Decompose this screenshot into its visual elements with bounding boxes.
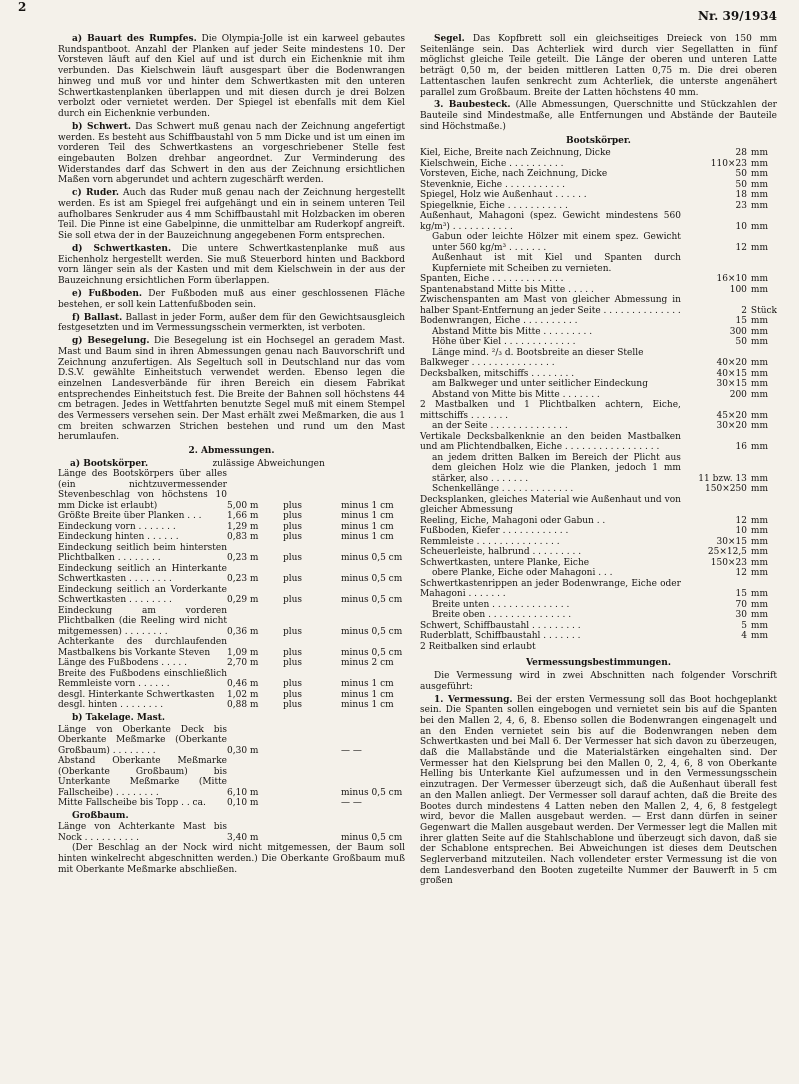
spec-unit: mm (750, 326, 768, 337)
dimension-row (58, 469, 405, 511)
dimension-row (58, 756, 405, 798)
spec-row (420, 400, 777, 421)
spec-row (420, 327, 777, 338)
tolerance-plus: plus (283, 626, 303, 637)
spec-row (420, 285, 777, 296)
tolerance-plus (283, 725, 341, 757)
spec-row (420, 358, 777, 369)
spec-row (420, 453, 777, 485)
dimension-label: Eindeckung seitlich an Hinterkante Schwertkasten . . . . . . . . (58, 563, 227, 585)
dimension-label: desgl. Hinterkante Schwertkasten (58, 689, 215, 700)
spec-unit: mm (750, 337, 768, 348)
spec-unit: mm (750, 190, 768, 201)
spec-unit: mm (750, 221, 768, 232)
dimension-row (58, 690, 405, 701)
spec-unit: mm (750, 358, 768, 369)
bootskoerper-title: Bootskörper. (566, 135, 631, 146)
tolerance-plus: plus (283, 521, 303, 532)
tolerance-minus: minus 2 cm (341, 658, 394, 669)
dimension-value: 0,30 m (227, 745, 259, 756)
spec-unit: mm (750, 158, 768, 169)
tolerance-plus: plus (283, 500, 303, 511)
spec-label: Remmleiste . . . . . . . . . . . . . . . (420, 536, 560, 547)
spec-label: Schenkellänge . . . . . . . . . . . . . (432, 484, 574, 495)
dimension-label: Breite des Fußbodens einschließlich Remmleiste vorn . . . . . . (58, 668, 227, 690)
tolerance-minus: minus 0,5 cm (341, 574, 403, 585)
dimension-row (58, 532, 405, 543)
dimension-value: 0,29 m (227, 595, 259, 606)
dimension-label: Eindeckung hinten . . . . . . (58, 532, 179, 543)
spec-value: 12 (735, 568, 747, 579)
spec-value: 5 (741, 620, 747, 631)
spec-row (420, 558, 777, 569)
spec-row (420, 169, 777, 180)
tolerance-minus: minus 0,5 cm (341, 787, 403, 798)
spec-row (420, 180, 777, 191)
dimension-row (58, 564, 405, 585)
spec-value: 40×15 (716, 368, 747, 379)
spec-row (420, 337, 777, 348)
spec-unit (751, 348, 777, 359)
spec-row (420, 579, 777, 600)
spec-label: Breite unten . . . . . . . . . . . . . . (432, 599, 570, 610)
dimension-label: Eindeckung seitlich an Vorderkante Schwertkasten . . . . . . . . (58, 584, 227, 606)
dimension-row (58, 669, 405, 690)
spec-row (420, 211, 777, 232)
spec-label: Spanten, Eiche . . . . . . . . . . . . . (420, 274, 564, 285)
spec-row (420, 600, 777, 611)
spec-unit (751, 495, 777, 516)
spec-unit: mm (750, 515, 768, 526)
spec-label: Bodenwrangen, Eiche . . . . . . . . . . (420, 316, 578, 327)
spec-unit: Stück (750, 305, 777, 316)
dimension-value: 2,70 m (227, 658, 259, 669)
spec-label: Balkweger . . . . . . . . . . . . . . . (420, 358, 555, 369)
spec-value: 15 (735, 316, 747, 327)
tolerance-plus: plus (283, 700, 303, 711)
dimension-label: Länge des Fußbodens . . . . . (58, 658, 187, 669)
spec-label: Gabun oder leichte Hölzer mit einem spez. Gewicht unter 560 kg/m³ . . . . . . . (432, 232, 681, 253)
spec-value: 70 (735, 599, 747, 610)
spec-row (420, 379, 777, 390)
spec-value: 200 (729, 389, 747, 400)
spec-label: Fußboden, Kiefer . . . . . . . . . . . . (420, 526, 569, 537)
issue-number: Nr. 39/1934 (697, 9, 777, 23)
spec-unit: mm (750, 547, 768, 558)
spec-row (420, 621, 777, 632)
dimension-label: Achterkante des durchlaufenden Mastbalkens bis Vorkante Steven (58, 637, 227, 658)
vermessung-intro: Die Vermessung wird in zwei Abschnitten nach folgender Vorschrift ausgeführt: (420, 670, 777, 692)
dimension-value: 3,40 m (227, 832, 259, 843)
spec-label: 2 Mastbalken und 1 Plichtbalken achtern, Eiche, mittschiffs . . . . . . . (420, 400, 681, 421)
spec-unit: mm (750, 274, 768, 285)
dimension-value: 0,46 m (227, 679, 259, 690)
spec-value: 30 (735, 610, 747, 621)
tolerance-plus: plus (283, 689, 303, 700)
spec-unit: mm (750, 610, 768, 621)
spec-row (420, 421, 777, 432)
spec-label: Höhe über Kiel . . . . . . . . . . . . . (432, 337, 576, 348)
grossbaum-table (58, 822, 405, 843)
spec-label: am Balkweger und unter seitlicher Eindeckung (432, 379, 648, 390)
spec-label: obere Planke, Eiche oder Mahagoni . . . (432, 568, 613, 579)
tolerance-plus: plus (283, 511, 303, 522)
spec-label: an der Seite . . . . . . . . . . . . . . (432, 421, 568, 432)
spec-unit: mm (750, 599, 768, 610)
spec-row (420, 232, 777, 253)
dimension-label: Eindeckung am vorderen Plichtbalken (die Reeling wird nicht mitgemessen) . . . . . . . . (58, 605, 227, 637)
spec-row (420, 316, 777, 327)
dimension-row (58, 637, 405, 658)
dimension-label: Länge von Achterkante Mast bis Nock . . . . . . . . . . (58, 822, 227, 843)
spec-value: 18 (735, 190, 747, 201)
dimension-value: 0,10 m (227, 798, 259, 809)
spec-unit: mm (750, 568, 768, 579)
tolerance-minus: minus 1 cm (341, 700, 394, 711)
tolerance-minus: minus 0,5 cm (341, 595, 403, 606)
vermessung-title: Vermessungsbestimmungen. (526, 658, 671, 669)
section-bauart: a) Bauart des Rumpfes. Die Olympia-Jolle ist ein karweel gebautes Rundspantboot. Anzahl der Planken auf jeder Seite mindestens 10. Der Vorsteven läuft auf den Kiel auf und ist durch ein Eichenknie mit ihm verbunden. Das Kielschwein läuft ausgespart über die Bodenwrangen hinweg und muß vor und hinter dem Schwertkasten mit den unteren Schwertkastenplanken überlappen und mit diesen durch je drei Bolzen verbolzt oder vernietet werden. Der Spiegel ist ebenfalls mit dem Kiel durch ein Eichenknie verbunden. (58, 34, 405, 119)
dimension-row (58, 822, 405, 843)
spec-value: 4 (741, 631, 747, 642)
spec-label: Kielschwein, Eiche . . . . . . . . . . (420, 158, 564, 169)
spec-value: 30×20 (716, 421, 747, 432)
spec-unit: mm (750, 484, 768, 495)
tolerance-minus: minus 0,5 cm (341, 647, 403, 658)
dimension-value: 0,83 m (227, 532, 259, 543)
spec-unit: mm (750, 179, 768, 190)
spec-value: 2 (741, 305, 747, 316)
spec-row (420, 432, 777, 453)
spec-value: 50 (735, 169, 747, 180)
spec-value: 30×15 (716, 536, 747, 547)
spec-value: 15 (735, 589, 747, 600)
spec-unit (751, 253, 777, 274)
section-vermessung-1: 1. Vermessung. Bei der ersten Vermessung soll das Boot hochgeplankt sein. Die Spanten sollen eingebogen und vernietet sein bis auf die Spanten bei den Mallen 2, 4, 6, 8. Ebenso sollen die Bodenwrangen eingenagelt und an den Enden vernietet sein bis auf die Bodenwrangen neben dem Schwertkasten und bei Mall 6. Der Vermesser hat sich davon zu überzeugen, daß die Mallabstände und die Materialstärken eingehalten sind. Der Vermesser hat den Kielsprung bei den Mallen 0, 2, 4, 6, 8 von Oberkante Helling bis Unterkante Kiel aufzumessen und in den Vermessungsschein einzutragen. Der Vermesser überzeugt sich, daß die Außenhaut überall fest an den Mallen anliegt. Der Vermesser soll darauf achten, daß die Breite des Bootes durch mindestens 4 Latten neben den Mallen 2, 4, 6, 8 festgelegt wird, bevor die Mallen ausgebaut werden. — Erst dann dürfen in seiner Gegenwart die Mallen ausgebaut werden. Der Vermesser legt die Mallen mit ihrer glatten Seite auf die Stahlschablone und überzeugt sich davon, daß sie der Schablone entsprechen. Bei Abweichungen ist dieses dem Deutschen Seglerverband mitzuteilen. Nach vollendeter erster Vermessung ist die von dem Landesverband den Booten zugeteilte Nummer der Bauwerft in 5 cm großen (420, 694, 778, 887)
tolerance-minus: — — (341, 798, 362, 809)
spec-unit: mm (750, 410, 768, 421)
spec-value: 12 (735, 242, 747, 253)
dimension-label: Größte Breite über Planken . . . (58, 511, 202, 522)
dimension-row (58, 658, 405, 669)
spec-unit: mm (750, 421, 768, 432)
spec-value: 100 (729, 284, 747, 295)
spec-row (420, 190, 777, 201)
spec-label: Ruderblatt, Schiffbaustahl . . . . . . . (420, 631, 581, 642)
spec-row (420, 495, 777, 516)
section-ruder: c) Ruder. Auch das Ruder muß genau nach der Zeichnung hergestellt werden. Es ist am Spiegel frei aufgehängt und ein in seinem unteren Teil aufholbares Senkruder aus 4 mm Schiffbaustahl mit Holzbacken im oberen Teil. Die Pinne ist eine Gabelpinne, die unmittelbar am Ruderkopf angreift. Sie soll etwa der in der Bauzeichnung angegebenen Form entsprechen. (58, 188, 405, 242)
spec-value: 23 (735, 200, 747, 211)
dimension-value: 1,02 m (227, 689, 259, 700)
tolerance-minus: minus 1 cm (341, 532, 394, 543)
tolerance-minus: minus 0,5 cm (341, 626, 403, 637)
spec-label: Außenhaut ist mit Kiel und Spanten durch Kupferniete mit Scheiben zu vernieten. (432, 253, 681, 274)
spec-value: 30×15 (716, 379, 747, 390)
bootskoerper-table (58, 469, 405, 711)
spec-unit (751, 642, 777, 653)
spec-label: Schwertkastenrippen an jeder Bodenwrange, Eiche oder Mahagoni . . . . . . . (420, 578, 681, 600)
spec-unit: mm (750, 284, 768, 295)
section-ballast: f) Ballast. Ballast in jeder Form, außer dem für den Gewichtsausgleich festgesetzten und im Vermessungsschein vermerkten, ist verboten. (58, 312, 405, 334)
spec-unit: mm (750, 169, 768, 180)
spec-unit: mm (750, 526, 768, 537)
spec-value (681, 642, 751, 653)
left-column (58, 34, 405, 875)
spec-value (681, 348, 751, 359)
spec-row (420, 369, 777, 380)
tolerance-minus: minus 1 cm (341, 500, 394, 511)
dimension-row (58, 798, 405, 809)
spec-value: 16 (735, 442, 747, 453)
spec-value: 300 (729, 326, 747, 337)
section-fussboden: e) Fußboden. Der Fußboden muß aus einer geschlossenen Fläche bestehen, er soll kein Lattenfußboden sein. (58, 288, 405, 310)
section-schwert: b) Schwert. Das Schwert muß genau nach der Zeichnung angefertigt werden. Es besteht aus Schiffbaustahl von 5 mm Dicke und ist um einen im vorderen Teil des Schwertkastens an vorgeschriebener Stelle fest eingebauten Bolzen drehbar angeordnet. Zur Verminderung des Widerstandes darf das Schwert in den aus der Zeichnung ersichtlichen Maßen vorn abgerundet und achtern zugeschärft werden. (58, 121, 406, 186)
dimension-value: 0,23 m (227, 574, 259, 585)
spec-unit: mm (750, 473, 768, 484)
spec-label: Decksbalken, mitschiffs . . . . . . . . (420, 368, 575, 379)
dimension-value: 0,88 m (227, 700, 259, 711)
dimension-row (58, 543, 405, 564)
tolerance-minus: — — (341, 745, 362, 756)
dimension-label: Mitte Fallscheibe bis Topp . . ca. (58, 798, 206, 809)
spec-label: Länge mind. ²/₃ d. Bootsbreite an dieser Stelle (432, 347, 644, 358)
spec-row (420, 159, 777, 170)
spec-value: 10 (735, 221, 747, 232)
dimension-value: 0,36 m (227, 626, 259, 637)
spec-value: 28 (735, 148, 747, 159)
tolerance-minus: minus 1 cm (341, 511, 394, 522)
spec-unit: mm (750, 557, 768, 568)
tolerance-plus (283, 822, 341, 843)
spec-value: 50 (735, 179, 747, 190)
spec-label: Decksplanken, gleiches Material wie Außenhaut und von gleicher Abmessung (420, 494, 681, 516)
abmessungen-title: 2. Abmessungen. (188, 446, 275, 457)
mast-table (58, 725, 405, 809)
spec-label: Scheuerleiste, halbrund . . . . . . . . . (420, 547, 582, 558)
spec-row (420, 547, 777, 558)
dimension-value: 1,29 m (227, 521, 259, 532)
spec-label: Vertikale Decksbalkenknie an den beiden Mastbalken und am Plichtendbalken, Eiche . . . . . . . . . . . . . . . . . (420, 431, 681, 453)
spec-value: 10 (735, 526, 747, 537)
spec-unit: mm (750, 536, 768, 547)
spec-label: Stevenknie, Eiche . . . . . . . . . . . (420, 179, 566, 190)
dimension-value: 6,10 m (227, 787, 259, 798)
abmessungen-header: a) Bootskörper. zulässige Abweichungen (70, 458, 325, 469)
spec-value: 16×10 (716, 274, 747, 285)
spec-unit: mm (750, 620, 768, 631)
dimension-value: 0,23 m (227, 553, 259, 564)
spec-row (420, 526, 777, 537)
spec-label: Spantenabstand Mitte bis Mitte . . . . . (420, 284, 594, 295)
baubesteck-table (420, 148, 777, 652)
spec-row (420, 274, 777, 285)
dimension-label: Eindeckung vorn . . . . . . . (58, 521, 176, 532)
spec-unit: mm (750, 242, 768, 253)
section-schwertkasten: d) Schwertkasten. Die untere Schwertkastenplanke muß aus Eichenholz hergestellt werden. Sie muß Steuerbord hinten und Backbord vorn länger sein als der Kasten und mit dem Kielschwein in der aus der Bauzeichnung ersichtlichen Form überlappen. (58, 243, 405, 287)
spec-row (420, 295, 777, 316)
tolerance-minus: minus 1 cm (341, 689, 394, 700)
spec-row (420, 631, 777, 642)
dimension-label: desgl. hinten . . . . . . . . (58, 700, 164, 711)
spec-value: 110×23 (710, 158, 747, 169)
dimension-value: 5,00 m (227, 500, 259, 511)
spec-value: 12 (735, 515, 747, 526)
spec-value: 150×23 (710, 557, 747, 568)
spec-value: 45×20 (716, 410, 747, 421)
spec-label: Kiel, Eiche, Breite nach Zeichnung, Dicke (420, 148, 611, 159)
tolerance-plus: plus (283, 658, 303, 669)
dimension-row (58, 511, 405, 522)
spec-label: Zwischenspanten am Mast von gleicher Abmessung in halber Spant-Entfernung an jeder Seite . . . . . . . . . . . . . . (420, 295, 681, 316)
dimension-label: Eindeckung seitlich beim hintersten Plichtbalken . . . . . . . . (58, 542, 227, 564)
spec-label: Abstand Mitte bis Mitte . . . . . . . . . (432, 326, 593, 337)
spec-row (420, 516, 777, 527)
spec-label: Reeling, Eiche, Mahagoni oder Gabun . . (420, 515, 606, 526)
spec-row (420, 348, 777, 359)
spec-unit: mm (750, 200, 768, 211)
tolerance-plus: plus (283, 595, 303, 606)
dimension-row (58, 700, 405, 711)
spec-unit: mm (750, 442, 768, 453)
spec-label: Breite oben . . . . . . . . . . . . . . . (432, 610, 572, 621)
spec-value: 40×20 (716, 358, 747, 369)
tolerance-minus: minus 0,5 cm (341, 553, 403, 564)
takelage-label: b) Takelage. Mast. (72, 712, 166, 723)
spec-row (420, 610, 777, 621)
spec-value: 11 bzw. 13 (698, 473, 747, 484)
spec-label: an jedem dritten Balken im Bereich der Plicht aus dem gleichen Holz wie die Planken, jedoch 1 mm stärker, also . . . . . . . (432, 452, 681, 484)
spec-unit: mm (750, 379, 768, 390)
spec-row (420, 390, 777, 401)
spec-row (420, 148, 777, 159)
spec-unit: mm (750, 389, 768, 400)
section-besegelung: g) Besegelung. Die Besegelung ist ein Hochsegel an geradem Mast. Mast und Baum sind in ihren Abmessungen genau nach Bauvorschrift und Zeichnung anzufertigen. Als Segeltuch soll in Deutschland nur das vom D.S.V. gewählte Einheitstuch verwendet werden. Ebenso legen die einzelnen Landesverbände für ihren Bereich ein diesem Fabrikat entsprechendes Einheitstuch fest. Die Breite der Bahnen soll höchstens 44 cm betragen. Jedes in Wettfahrten benutzte Segel muß mit einem Stempel des Vermessers versehen sein. Der Mast erhält zwei Meßmarken, die aus 1 cm breiten schwarzen Strichen bestehen und rund um den Mast herumlaufen. (58, 336, 406, 443)
spec-label: Abstand von Mitte bis Mitte . . . . . . . (432, 389, 600, 400)
grossbaum-note: (Der Beschlag an der Nock wird nicht mitgemessen, der Baum soll hinten winkelrecht abgeschnitten werden.) Die Oberkante Großbaum muß mit Oberkante Meßmarke abschließen. (58, 843, 405, 875)
dimension-value: 1,09 m (227, 647, 259, 658)
grossbaum-label: Großbaum. (72, 810, 129, 821)
spec-row (420, 568, 777, 579)
spec-label: Schwert, Schiffbaustahl . . . . . . . . . (420, 620, 581, 631)
spec-row (420, 484, 777, 495)
spec-label: Schwertkasten, untere Planke, Eiche (420, 557, 590, 568)
tolerance-minus: minus 1 cm (341, 521, 394, 532)
dimension-row (58, 522, 405, 533)
spec-row (420, 642, 777, 653)
spec-unit: mm (750, 148, 768, 159)
spec-value: 150×250 (705, 484, 747, 495)
spec-label: Außenhaut, Mahagoni (spez. Gewicht mindestens 560 kg/m³) . . . . . . . . . . . (420, 211, 681, 232)
spec-row (420, 537, 777, 548)
spec-value (681, 253, 751, 274)
dimension-label: Länge des Bootskörpers über alles (ein nichtzuvermessender Stevenbeschlag von höchstens 10 mm Dicke ist erlaubt) (58, 469, 227, 511)
tolerance-plus: plus (283, 679, 303, 690)
tolerance-minus: minus 1 cm (341, 679, 394, 690)
spec-label: Vorsteven, Eiche, nach Zeichnung, Dicke (420, 169, 608, 180)
spec-value (681, 495, 751, 516)
tolerance-minus: minus 0,5 cm (341, 832, 403, 843)
tolerance-plus (283, 756, 341, 798)
spec-row (420, 201, 777, 212)
tolerance-plus: plus (283, 553, 303, 564)
dimension-row (58, 606, 405, 638)
spec-unit: mm (750, 368, 768, 379)
spec-value: 25×12,5 (707, 547, 747, 558)
section-baubesteck: 3. Baubesteck. (Alle Abmessungen, Querschnitte und Stückzahlen der Bauteile sind Mindestmaße, alle Entfernungen und Abstände der Bauteile sind Höchstmaße.) (420, 100, 777, 132)
tolerance-plus: plus (283, 647, 303, 658)
spec-value: 50 (735, 337, 747, 348)
dimension-label: Länge von Oberkante Deck bis Oberkante Meßmarke (Oberkante Großbaum) . . . . . . . . (58, 724, 227, 756)
spec-unit: mm (750, 589, 768, 600)
spec-unit: mm (750, 316, 768, 327)
spec-label: Spiegelknie, Eiche . . . . . . . . . . . (420, 200, 568, 211)
dimension-row (58, 585, 405, 606)
spec-label: 2 Reitbalken sind erlaubt (420, 641, 536, 652)
spec-label: Spiegel, Holz wie Außenhaut . . . . . . (420, 190, 587, 201)
spec-unit: mm (750, 631, 768, 642)
tolerance-plus: plus (283, 574, 303, 585)
page-number: 2 (18, 0, 27, 14)
spec-row (420, 253, 777, 274)
dimension-value: 1,66 m (227, 511, 259, 522)
tolerance-plus (283, 798, 341, 809)
tolerance-plus: plus (283, 532, 303, 543)
dimension-label: Abstand Oberkante Meßmarke (Oberkante Großbaum) bis Unterkante Meßmarke (Mitte Fallscheibe) . . . . . . . . (58, 756, 227, 798)
dimension-row (58, 725, 405, 757)
section-segel: Segel. Das Kopfbrett soll ein gleichseitiges Dreieck von 150 mm Seitenlänge sein. Das Achterliek wird durch vier Segellatten in fünf möglichst gleiche Teile geteilt. Die Länge der oberen und unteren Latte beträgt 0,50 m, der beiden mittleren Latten 0,75 m. Die drei oberen Lattentaschen laufen senkrecht zum Achterliek, die unterste angenähert parallel zum Großbaum. Breite der Latten höchstens 40 mm. (420, 34, 777, 98)
right-column (420, 34, 777, 887)
